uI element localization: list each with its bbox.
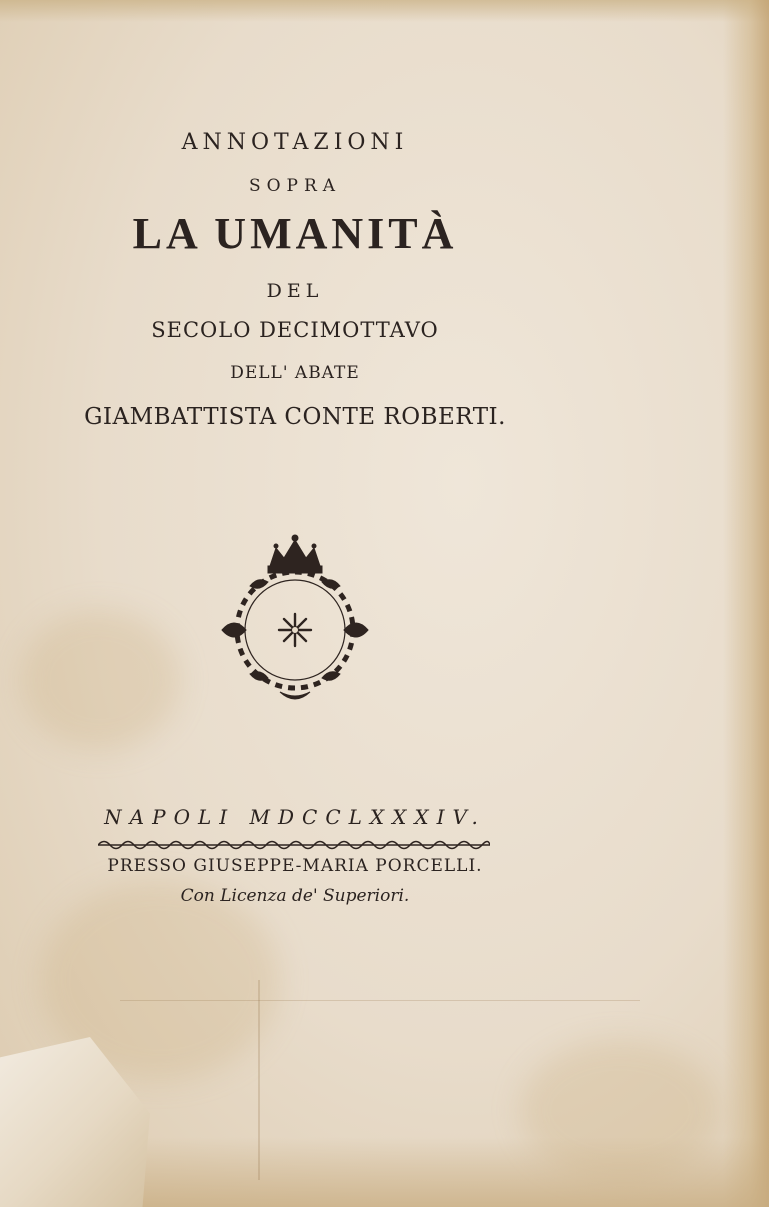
crowned-wreath-vignette-icon [200,530,390,710]
main-title: LA UMANITÀ [132,209,458,258]
heading-sopra: SOPRA [248,176,342,196]
subtitle: SECOLO DECIMOTTAVO [151,318,439,342]
decorative-rule-icon [98,838,490,852]
imprint-license: Con Licenza de' Superiori. [180,886,410,906]
author-name: GIAMBATTISTA CONTE ROBERTI. [84,404,506,430]
water-stain [20,610,180,750]
heading-annotazioni: ANNOTAZIONI [181,130,409,155]
author-prefix: DELL' ABATE [230,363,360,383]
paper-crease [120,1000,640,1001]
imprint-city-year: NAPOLI MDCCLXXXIV. [104,805,486,829]
heading-del: DEL [266,280,324,302]
imprint-printer: PRESSO GIUSEPPE-MARIA PORCELLI. [107,856,483,876]
paper-crease [258,980,260,1180]
paper-edge-right [723,0,769,1207]
paper-edge-top [0,0,769,22]
